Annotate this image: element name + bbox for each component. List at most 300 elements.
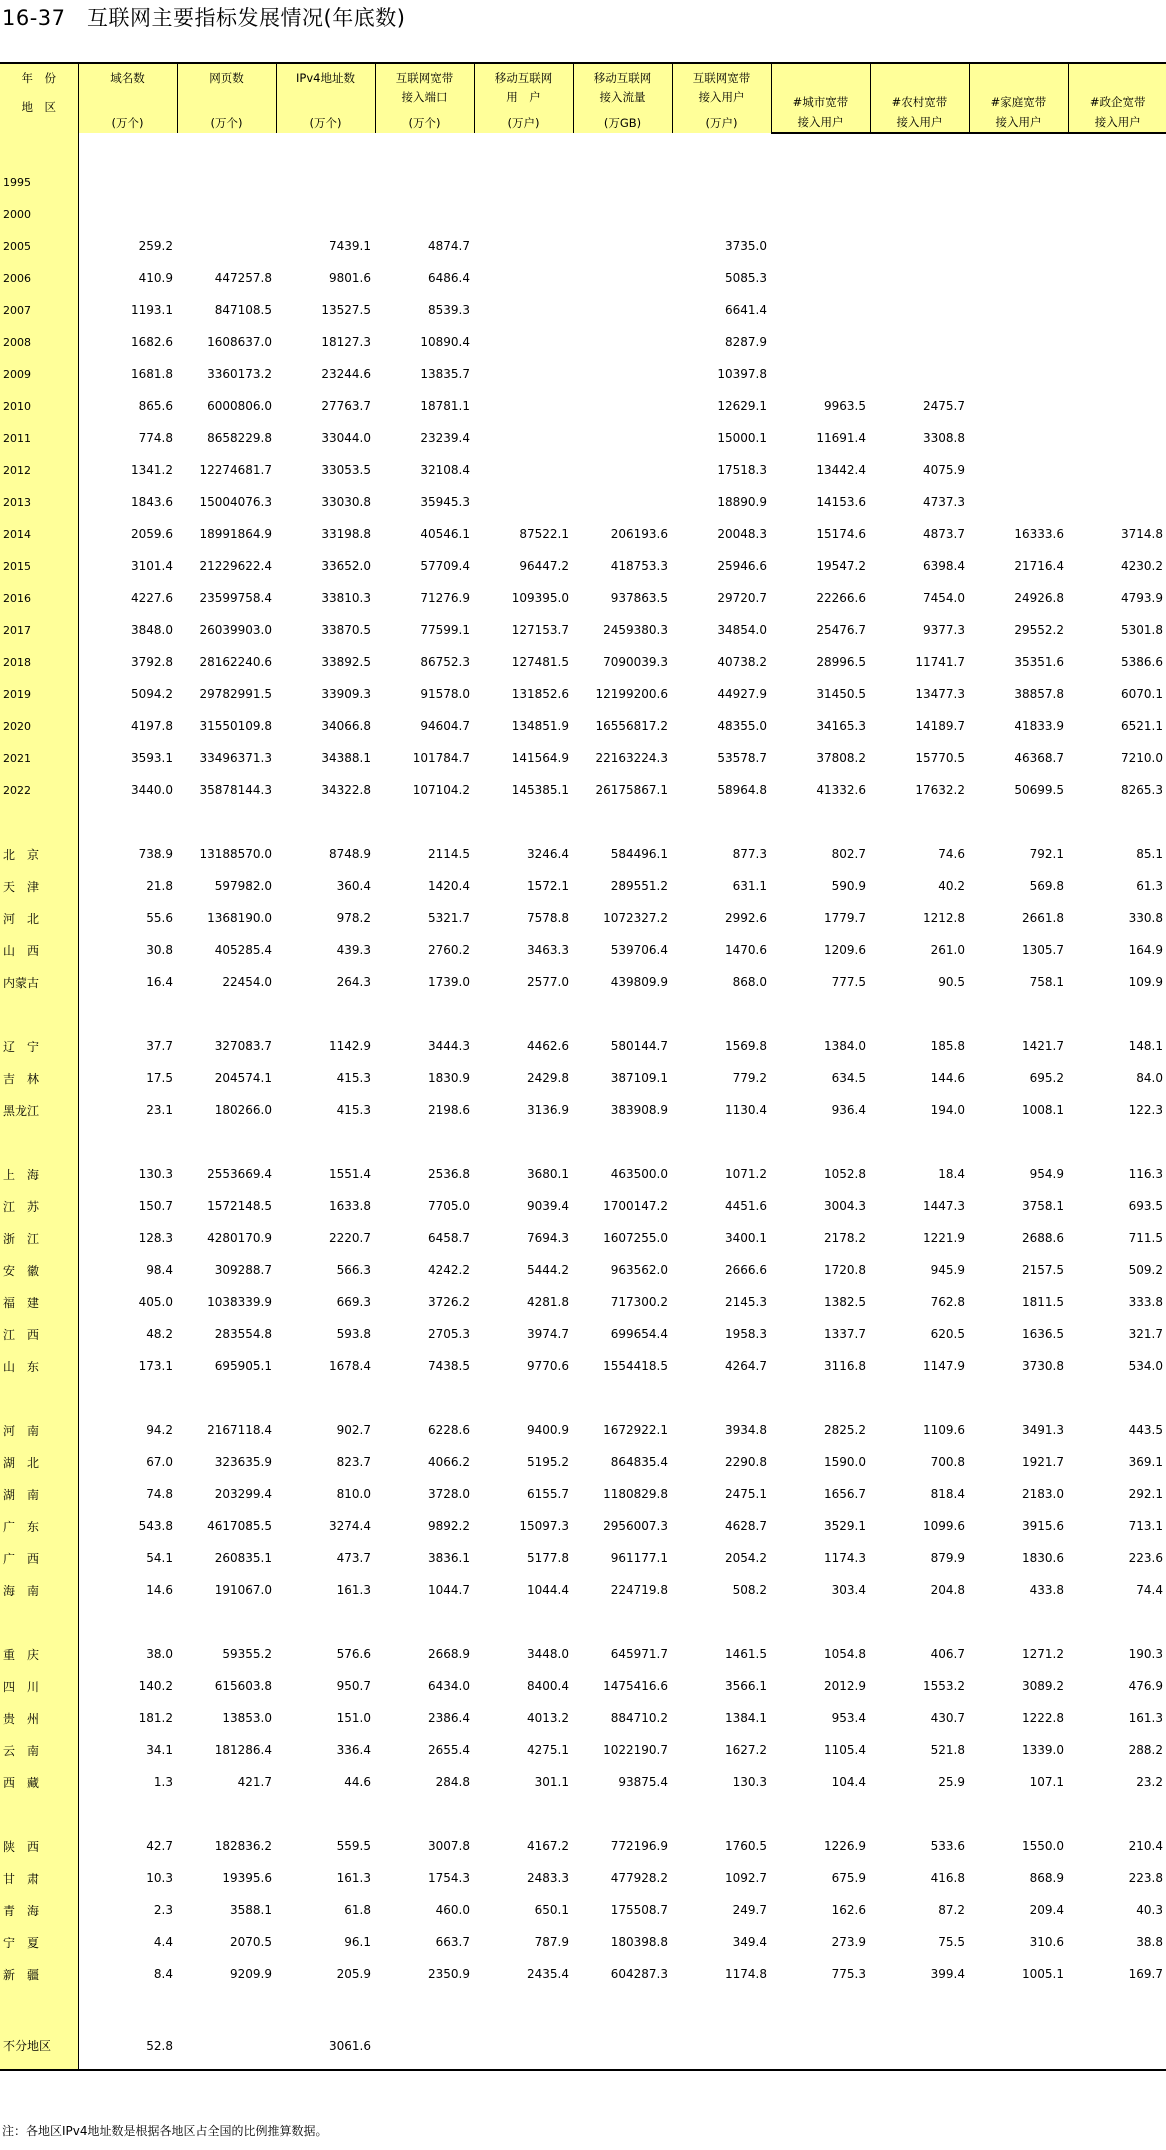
empty-cell <box>969 1382 1068 1414</box>
column-header: 网页数 (万个) <box>177 63 276 133</box>
value-cell: 1038339.9 <box>207 1295 272 1309</box>
region-row <box>0 1414 1166 1446</box>
value-cell: 42.7 <box>146 1839 173 1853</box>
value-cell: 1843.6 <box>131 495 173 509</box>
value-cell: 2992.6 <box>725 911 767 925</box>
spacer-row <box>0 1126 1166 1158</box>
region-row <box>0 870 1166 902</box>
value-cell: 46368.7 <box>1014 751 1064 765</box>
empty-cell <box>672 1606 771 1638</box>
value-cell: 383908.9 <box>610 1103 668 1117</box>
row-label-spacer <box>0 998 78 1030</box>
year-row <box>0 294 1166 326</box>
value-cell <box>573 358 672 390</box>
empty-cell <box>771 1126 870 1158</box>
value-cell: 107104.2 <box>412 783 470 797</box>
value-cell: 194.0 <box>930 1103 965 1117</box>
empty-cell <box>870 133 969 166</box>
value-cell: 7694.3 <box>527 1231 569 1245</box>
value-cell: 9400.9 <box>527 1423 569 1437</box>
year-row <box>0 198 1166 230</box>
value-cell: 1174.8 <box>725 1967 767 1981</box>
value-cell <box>177 166 276 198</box>
value-cell: 7705.0 <box>428 1199 470 1213</box>
value-cell: 33810.3 <box>321 591 371 605</box>
value-cell: 1830.6 <box>1022 1551 1064 1565</box>
empty-cell <box>276 1990 375 2022</box>
value-cell: 645971.7 <box>610 1647 668 1661</box>
value-cell: 33044.0 <box>321 431 371 445</box>
value-cell: 175508.7 <box>610 1903 668 1917</box>
value-cell: 415.3 <box>336 1071 371 1085</box>
value-cell <box>1068 422 1166 454</box>
value-cell <box>474 198 573 230</box>
value-cell: 205.9 <box>336 1967 371 1981</box>
region-row <box>0 1446 1166 1478</box>
value-cell <box>969 294 1068 326</box>
value-cell: 521.8 <box>930 1743 965 1757</box>
region-row <box>0 1478 1166 1510</box>
region-label: 河 南 <box>0 1414 78 1446</box>
value-cell: 303.4 <box>831 1583 866 1597</box>
region-row <box>0 1638 1166 1670</box>
value-cell: 3400.1 <box>725 1231 767 1245</box>
empty-cell <box>672 1382 771 1414</box>
value-cell: 418753.3 <box>610 559 668 573</box>
row-label-spacer <box>0 1126 78 1158</box>
value-cell: 75.5 <box>938 1935 965 1949</box>
value-cell <box>573 262 672 294</box>
value-cell: 1147.9 <box>923 1359 965 1373</box>
value-cell: 369.1 <box>1128 1455 1163 1469</box>
value-cell: 1109.6 <box>923 1423 965 1437</box>
value-cell: 4066.2 <box>428 1455 470 1469</box>
empty-cell <box>78 1606 177 1638</box>
value-cell: 29720.7 <box>717 591 767 605</box>
value-cell: 14189.7 <box>915 719 965 733</box>
value-cell: 94.2 <box>146 1423 173 1437</box>
value-cell: 865.6 <box>138 399 173 413</box>
value-cell: 593.8 <box>336 1327 371 1341</box>
value-cell: 1180829.8 <box>603 1487 668 1501</box>
value-cell: 24926.8 <box>1014 591 1064 605</box>
value-cell: 4.4 <box>153 1935 173 1949</box>
value-cell: 38857.8 <box>1014 687 1064 701</box>
page-title: 16-37 互联网主要指标发展情况(年底数) <box>2 6 406 30</box>
spacer-row <box>0 806 1166 838</box>
region-label: 不分地区 <box>0 2022 78 2070</box>
empty-cell <box>375 1798 474 1830</box>
value-cell: 2760.2 <box>428 943 470 957</box>
value-cell: 94604.7 <box>420 719 470 733</box>
value-cell: 631.1 <box>732 879 767 893</box>
year-label: 2000 <box>0 198 78 230</box>
value-cell: 164.9 <box>1128 943 1163 957</box>
value-cell: 534.0 <box>1128 1359 1163 1373</box>
value-cell: 2666.6 <box>725 1263 767 1277</box>
value-cell: 203299.4 <box>214 1487 272 1501</box>
spacer-row <box>0 998 1166 1030</box>
value-cell: 1656.7 <box>824 1487 866 1501</box>
value-cell <box>969 390 1068 422</box>
region-row <box>0 838 1166 870</box>
empty-cell <box>78 1126 177 1158</box>
value-cell: 15770.5 <box>915 751 965 765</box>
empty-cell <box>870 998 969 1030</box>
value-cell <box>1068 2022 1166 2070</box>
spacer-row <box>0 133 1166 166</box>
year-row <box>0 678 1166 710</box>
value-cell: 1368190.0 <box>207 911 272 925</box>
empty-cell <box>969 806 1068 838</box>
value-cell: 31450.5 <box>816 687 866 701</box>
empty-cell <box>870 1606 969 1638</box>
year-row <box>0 550 1166 582</box>
empty-cell <box>573 1990 672 2022</box>
region-label: 广 西 <box>0 1542 78 1574</box>
empty-cell <box>573 1126 672 1158</box>
value-cell: 1005.1 <box>1022 1967 1064 1981</box>
value-cell: 52.8 <box>78 2022 177 2070</box>
value-cell: 1130.4 <box>725 1103 767 1117</box>
value-cell: 9963.5 <box>824 399 866 413</box>
value-cell: 399.4 <box>930 1967 965 1981</box>
value-cell: 569.8 <box>1029 879 1064 893</box>
value-cell <box>969 326 1068 358</box>
value-cell: 945.9 <box>930 1263 965 1277</box>
value-cell: 877.3 <box>732 847 767 861</box>
value-cell: 1420.4 <box>428 879 470 893</box>
year-label: 2021 <box>0 742 78 774</box>
value-cell: 96447.2 <box>519 559 569 573</box>
value-cell: 6000806.0 <box>207 399 272 413</box>
value-cell: 1052.8 <box>824 1167 866 1181</box>
value-cell <box>1068 454 1166 486</box>
value-cell: 288.2 <box>1128 1743 1163 1757</box>
value-cell: 963562.0 <box>610 1263 668 1277</box>
empty-cell <box>276 806 375 838</box>
value-cell: 323635.9 <box>214 1455 272 1469</box>
value-cell: 6155.7 <box>527 1487 569 1501</box>
value-cell: 443.5 <box>1128 1423 1163 1437</box>
region-row <box>0 1190 1166 1222</box>
value-cell: 1044.7 <box>428 1583 470 1597</box>
year-label: 2015 <box>0 550 78 582</box>
value-cell: 26175867.1 <box>595 783 668 797</box>
value-cell: 2705.3 <box>428 1327 470 1341</box>
value-cell: 55.6 <box>146 911 173 925</box>
year-label: 2005 <box>0 230 78 262</box>
empty-cell <box>672 133 771 166</box>
empty-cell <box>474 1126 573 1158</box>
value-cell: 190.3 <box>1128 1647 1163 1661</box>
value-cell: 310.6 <box>1029 1935 1064 1949</box>
value-cell: 717300.2 <box>610 1295 668 1309</box>
empty-cell <box>375 1990 474 2022</box>
year-row <box>0 614 1166 646</box>
value-cell: 3915.6 <box>1022 1519 1064 1533</box>
value-cell: 41833.9 <box>1014 719 1064 733</box>
year-row <box>0 422 1166 454</box>
value-cell: 130.3 <box>732 1775 767 1789</box>
empty-cell <box>672 998 771 1030</box>
year-row <box>0 454 1166 486</box>
value-cell: 182836.2 <box>214 1839 272 1853</box>
value-cell <box>177 230 276 262</box>
value-cell: 1.3 <box>153 1775 173 1789</box>
value-cell: 460.0 <box>435 1903 470 1917</box>
value-cell: 6486.4 <box>428 271 470 285</box>
value-cell: 210.4 <box>1128 1839 1163 1853</box>
value-cell: 61.8 <box>344 1903 371 1917</box>
value-cell: 44.6 <box>344 1775 371 1789</box>
value-cell: 902.7 <box>336 1423 371 1437</box>
value-cell: 109.9 <box>1128 975 1163 989</box>
value-cell: 40.2 <box>938 879 965 893</box>
value-cell: 1384.1 <box>725 1711 767 1725</box>
value-cell: 283554.8 <box>214 1327 272 1341</box>
value-cell: 818.4 <box>930 1487 965 1501</box>
value-cell: 13853.0 <box>222 1711 272 1725</box>
value-cell: 59355.2 <box>222 1647 272 1661</box>
value-cell: 1305.7 <box>1022 943 1064 957</box>
value-cell: 38.8 <box>1136 1935 1163 1949</box>
value-cell: 3491.3 <box>1022 1423 1064 1437</box>
year-row <box>0 166 1166 198</box>
value-cell: 7439.1 <box>329 239 371 253</box>
data-table <box>0 62 1166 2071</box>
region-row <box>0 1062 1166 1094</box>
region-label: 陕 西 <box>0 1830 78 1862</box>
value-cell: 1550.0 <box>1022 1839 1064 1853</box>
value-cell: 1212.8 <box>923 911 965 925</box>
empty-cell <box>375 1382 474 1414</box>
empty-cell <box>375 1606 474 1638</box>
value-cell: 2157.5 <box>1022 1263 1064 1277</box>
value-cell: 5195.2 <box>527 1455 569 1469</box>
value-cell <box>969 2022 1068 2070</box>
empty-cell <box>573 998 672 1030</box>
year-label: 2016 <box>0 582 78 614</box>
value-cell: 695.2 <box>1029 1071 1064 1085</box>
subcolumn-header: #政企宽带 接入用户 <box>1068 88 1166 133</box>
value-cell <box>1068 262 1166 294</box>
value-cell: 261.0 <box>930 943 965 957</box>
value-cell: 700.8 <box>930 1455 965 1469</box>
value-cell: 3308.8 <box>923 431 965 445</box>
empty-cell <box>1068 1382 1166 1414</box>
region-label: 山 西 <box>0 934 78 966</box>
value-cell <box>771 230 870 262</box>
value-cell: 9801.6 <box>329 271 371 285</box>
empty-cell <box>177 806 276 838</box>
spacer-row <box>0 1798 1166 1830</box>
value-cell <box>969 486 1068 518</box>
region-row <box>0 1318 1166 1350</box>
column-header: 移动互联网 接入流量 (万GB) <box>573 63 672 133</box>
empty-cell <box>276 1126 375 1158</box>
value-cell: 5386.6 <box>1121 655 1163 669</box>
value-cell <box>474 166 573 198</box>
value-cell <box>573 166 672 198</box>
value-cell: 333.8 <box>1128 1295 1163 1309</box>
value-cell: 90.5 <box>938 975 965 989</box>
value-cell: 2145.3 <box>725 1295 767 1309</box>
value-cell: 1470.6 <box>725 943 767 957</box>
subcolumn-header-spacer <box>771 63 870 88</box>
value-cell: 22266.6 <box>816 591 866 605</box>
value-cell <box>771 294 870 326</box>
column-header: 域名数 (万个) <box>78 63 177 133</box>
value-cell: 9039.4 <box>527 1199 569 1213</box>
value-cell: 663.7 <box>435 1935 470 1949</box>
value-cell: 181.2 <box>138 1711 173 1725</box>
corner-region-label: 地 区 <box>21 99 56 114</box>
subcolumn-header-spacer <box>1068 63 1166 88</box>
value-cell: 9892.2 <box>428 1519 470 1533</box>
value-cell: 772196.9 <box>610 1839 668 1853</box>
value-cell: 22454.0 <box>222 975 272 989</box>
value-cell <box>969 198 1068 230</box>
region-label: 天 津 <box>0 870 78 902</box>
value-cell <box>672 2022 771 2070</box>
value-cell: 1044.4 <box>527 1583 569 1597</box>
value-cell: 566.3 <box>336 1263 371 1277</box>
value-cell <box>870 198 969 230</box>
value-cell: 7090039.3 <box>603 655 668 669</box>
value-cell: 1700147.2 <box>603 1199 668 1213</box>
empty-cell <box>969 1990 1068 2022</box>
value-cell: 25946.6 <box>717 559 767 573</box>
region-label: 内蒙古 <box>0 966 78 998</box>
value-cell: 2059.6 <box>131 527 173 541</box>
value-cell: 3089.2 <box>1022 1679 1064 1693</box>
value-cell: 738.9 <box>138 847 173 861</box>
value-cell: 161.3 <box>1128 1711 1163 1725</box>
value-cell: 11741.7 <box>915 655 965 669</box>
value-cell: 6070.1 <box>1121 687 1163 701</box>
value-cell: 1341.2 <box>131 463 173 477</box>
value-cell: 387109.1 <box>610 1071 668 1085</box>
value-cell: 151.0 <box>336 1711 371 1725</box>
value-cell: 77599.1 <box>420 623 470 637</box>
value-cell: 439809.9 <box>610 975 668 989</box>
value-cell: 5301.8 <box>1121 623 1163 637</box>
value-cell: 134851.9 <box>511 719 569 733</box>
value-cell: 30.8 <box>146 943 173 957</box>
subcolumn-header: #城市宽带 接入用户 <box>771 88 870 133</box>
value-cell: 12199200.6 <box>595 687 668 701</box>
value-cell <box>969 230 1068 262</box>
value-cell <box>375 198 474 230</box>
value-cell: 34.1 <box>146 1743 173 1757</box>
value-cell: 321.7 <box>1128 1327 1163 1341</box>
value-cell: 3274.4 <box>329 1519 371 1533</box>
value-cell: 33496371.3 <box>199 751 272 765</box>
year-row <box>0 486 1166 518</box>
value-cell: 12629.1 <box>717 399 767 413</box>
empty-cell <box>870 806 969 838</box>
empty-cell <box>78 1990 177 2022</box>
empty-cell <box>870 1798 969 1830</box>
value-cell: 1421.7 <box>1022 1039 1064 1053</box>
value-cell <box>672 166 771 198</box>
empty-cell <box>969 1606 1068 1638</box>
table-body <box>0 133 1166 2070</box>
value-cell: 711.5 <box>1128 1231 1163 1245</box>
value-cell: 1222.8 <box>1022 1711 1064 1725</box>
region-label: 北 京 <box>0 838 78 870</box>
value-cell: 1209.6 <box>824 943 866 957</box>
region-label: 吉 林 <box>0 1062 78 1094</box>
value-cell <box>474 262 573 294</box>
year-label: 2012 <box>0 454 78 486</box>
value-cell <box>78 166 177 198</box>
value-cell: 3974.7 <box>527 1327 569 1341</box>
value-cell: 50699.5 <box>1014 783 1064 797</box>
value-cell: 3730.8 <box>1022 1359 1064 1373</box>
value-cell: 4197.8 <box>131 719 173 733</box>
value-cell: 509.2 <box>1128 1263 1163 1277</box>
value-cell: 16333.6 <box>1014 527 1064 541</box>
year-label: 2017 <box>0 614 78 646</box>
value-cell: 4281.8 <box>527 1295 569 1309</box>
empty-cell <box>474 1382 573 1414</box>
region-label: 辽 宁 <box>0 1030 78 1062</box>
empty-cell <box>870 1126 969 1158</box>
value-cell: 2483.3 <box>527 1871 569 1885</box>
empty-cell <box>78 998 177 1030</box>
value-cell: 1475416.6 <box>603 1679 668 1693</box>
value-cell: 28162240.6 <box>199 655 272 669</box>
value-cell: 433.8 <box>1029 1583 1064 1597</box>
value-cell: 309288.7 <box>214 1263 272 1277</box>
region-row <box>0 1286 1166 1318</box>
value-cell <box>375 2022 474 2070</box>
value-cell: 1678.4 <box>329 1359 371 1373</box>
value-cell: 4264.7 <box>725 1359 767 1373</box>
value-cell: 699654.4 <box>610 1327 668 1341</box>
value-cell: 1958.3 <box>725 1327 767 1341</box>
value-cell <box>870 294 969 326</box>
value-cell: 576.6 <box>336 1647 371 1661</box>
value-cell <box>1068 390 1166 422</box>
value-cell <box>771 358 870 390</box>
value-cell: 864835.4 <box>610 1455 668 1469</box>
value-cell: 40738.2 <box>717 655 767 669</box>
year-row <box>0 390 1166 422</box>
empty-cell <box>771 1382 870 1414</box>
value-cell: 10890.4 <box>420 335 470 349</box>
value-cell <box>870 230 969 262</box>
value-cell: 191067.0 <box>214 1583 272 1597</box>
value-cell <box>573 2022 672 2070</box>
value-cell: 15174.6 <box>816 527 866 541</box>
value-cell: 29552.2 <box>1014 623 1064 637</box>
value-cell <box>177 2022 276 2070</box>
value-cell <box>870 326 969 358</box>
value-cell: 98.4 <box>146 1263 173 1277</box>
value-cell: 1054.8 <box>824 1647 866 1661</box>
value-cell: 1071.2 <box>725 1167 767 1181</box>
value-cell: 559.5 <box>336 1839 371 1853</box>
value-cell: 13442.4 <box>816 463 866 477</box>
region-row <box>0 1030 1166 1062</box>
value-cell: 775.3 <box>831 1967 866 1981</box>
region-row <box>0 1926 1166 1958</box>
value-cell: 53578.7 <box>717 751 767 765</box>
value-cell: 597982.0 <box>214 879 272 893</box>
